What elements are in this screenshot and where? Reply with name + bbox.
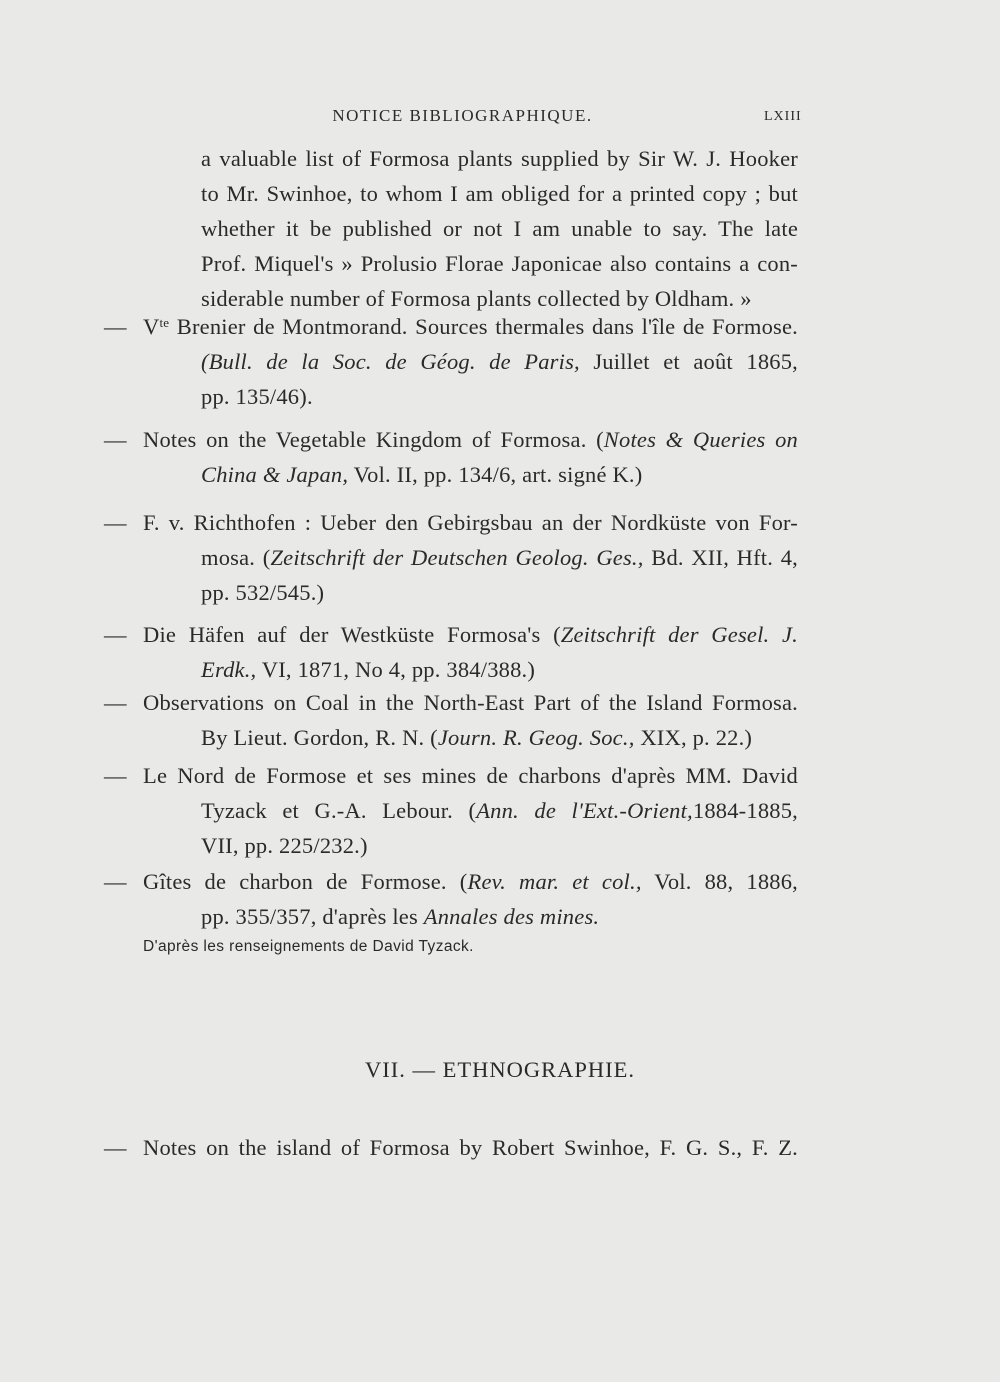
entry-line <box>143 763 798 789</box>
entry-line <box>143 869 798 895</box>
em-dash: — <box>104 1135 127 1160</box>
text-run: pp. 532/545.) <box>201 580 325 605</box>
paragraph-line: to Mr. Swinhoe, to whom I am obliged for a printed copy ; but <box>201 181 798 206</box>
text-run: Vol. II, pp. 134/6, art. signé K.) <box>348 462 643 487</box>
text-run: F. v. Richthofen : Ueber den Gebirgsbau an der Nordküste von For- <box>143 510 798 535</box>
entry-line <box>143 510 798 536</box>
text-run: Observations on Coal in the North-East Part of the Island Formosa. <box>143 690 798 715</box>
text-run: te <box>159 315 170 330</box>
text-run: Notes on the island of Formosa by Robert Swinhoe, F. G. S., F. Z. <box>143 1135 798 1160</box>
text-run: pp. 135/46). <box>201 384 313 409</box>
text-run: 1884-1885, <box>692 798 798 823</box>
italic-text: (Bull. de la Soc. de Géog. de Paris, <box>201 349 580 374</box>
em-dash: — <box>104 690 127 715</box>
italic-text: China & Japan, <box>201 462 349 487</box>
text-run: mosa. ( <box>201 545 271 570</box>
entry-line <box>201 725 798 751</box>
paragraph-line: siderable number of Formosa plants collected by Oldham. » <box>201 286 752 311</box>
italic-text: Zeitschrift der Deutschen Geolog. Ges., <box>270 545 644 570</box>
paragraph-line: a valuable list of Formosa plants supplied by Sir W. J. Hooker <box>201 146 798 171</box>
entry-line <box>201 798 798 824</box>
text-run: Vol. 88, 1886, <box>641 869 798 894</box>
entry-line <box>143 427 798 453</box>
running-head <box>0 106 1000 130</box>
paragraph-line: whether it be published or not I am unable to say. The late <box>201 216 798 241</box>
italic-text: Erdk., <box>201 657 257 682</box>
text-run: VI, 1871, No 4, pp. 384/388.) <box>256 657 536 682</box>
em-dash: — <box>104 869 127 894</box>
text-run: Le Nord de Formose et ses mines de charbons d'après MM. David <box>143 763 798 788</box>
em-dash: — <box>104 622 127 647</box>
text-run: Notes on the Vegetable Kingdom of Formosa. ( <box>143 427 604 452</box>
entry-line <box>143 622 798 648</box>
italic-text: Rev. mar. et col., <box>467 869 642 894</box>
text-run: XIX, p. 22.) <box>634 725 753 750</box>
em-dash: — <box>104 314 127 339</box>
text-run: VII, pp. 225/232.) <box>201 833 368 858</box>
entry-line <box>201 545 798 571</box>
running-title: NOTICE BIBLIOGRAPHIQUE. <box>332 106 593 125</box>
page-number: LXIII <box>764 109 802 124</box>
entry-line <box>143 690 798 716</box>
italic-text: Ann. de l'Ext.-Orient, <box>476 798 693 823</box>
source-note: D'après les renseignements de David Tyzack. <box>143 938 474 955</box>
text-run: pp. 355/357, d'après les <box>201 904 424 929</box>
em-dash: — <box>104 763 127 788</box>
text-run: Brenier de Montmorand. Sources thermales dans l'île de Formose. <box>169 314 798 339</box>
entry-line <box>201 580 798 606</box>
entry-line <box>143 314 798 340</box>
italic-text: Annales des mines. <box>423 904 600 929</box>
em-dash: — <box>104 510 127 535</box>
text-run: Die Häfen auf der Westküste Formosa's ( <box>143 622 561 647</box>
italic-text: Notes & Queries on <box>603 427 798 452</box>
entry-line <box>201 904 798 930</box>
entry-line <box>143 1135 798 1161</box>
italic-text: Journ. R. Geog. Soc., <box>437 725 635 750</box>
text-run: V <box>143 314 160 339</box>
entry-line <box>201 349 798 375</box>
text-run: Bd. XII, Hft. 4, <box>643 545 798 570</box>
text-run: Juillet et août 1865, <box>579 349 798 374</box>
italic-text: Zeitschrift der Gesel. J. <box>560 622 798 647</box>
entry-line <box>201 384 798 410</box>
entry-line <box>201 657 798 683</box>
em-dash: — <box>104 427 127 452</box>
section-heading: VII. — ETHNOGRAPHIE. <box>365 1057 635 1082</box>
text-run: Gîtes de charbon de Formose. ( <box>143 869 468 894</box>
text-run: Tyzack et G.-A. Lebour. ( <box>201 798 477 823</box>
text-run: By Lieut. Gordon, R. N. ( <box>201 725 438 750</box>
entry-line <box>201 833 798 859</box>
paragraph-line: Prof. Miquel's » Prolusio Florae Japonicae also contains a con- <box>201 251 798 276</box>
entry-line <box>201 462 798 488</box>
